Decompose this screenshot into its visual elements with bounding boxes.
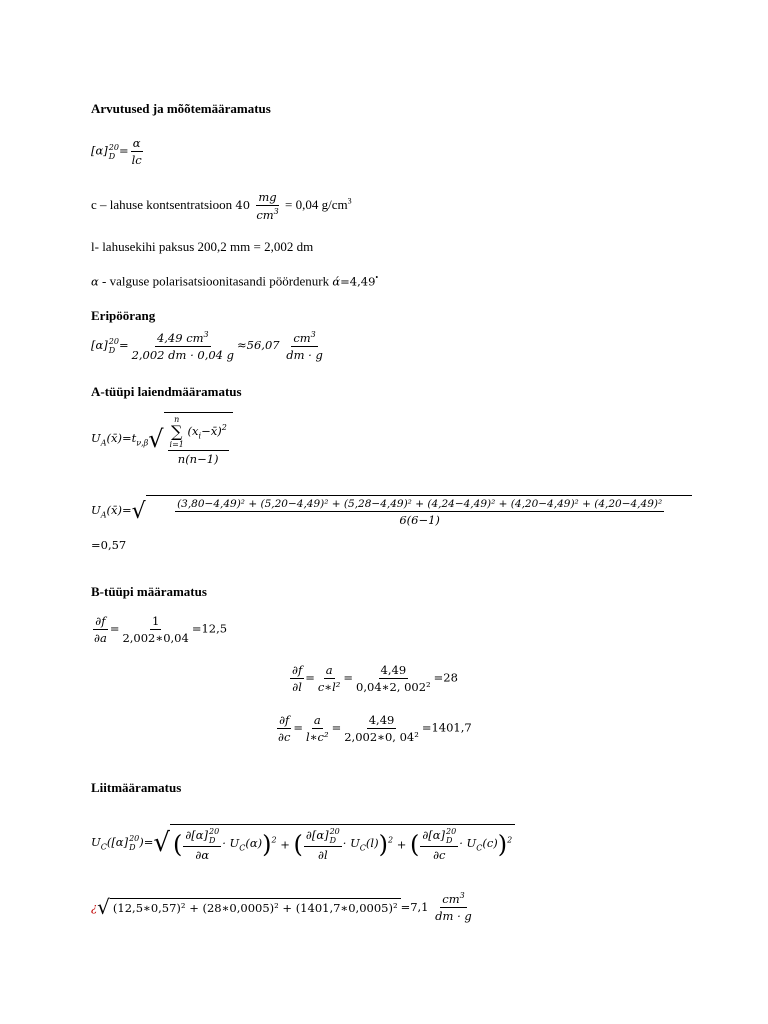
heading-type-a: A-tüüpi laiendmääramatus [91, 384, 242, 399]
type-a-numerator: (3,80−4,49)² + (5,20−4,49)² + (5,28−4,49)² + (4,24−4,49)² + (4,20−4,49)² + (4,20−4,49)² [177, 498, 663, 510]
type-a-value: =0,57 [91, 538, 127, 552]
formula-combined-numeric: ¿√ (12,5∗0,57)² + (28∗0,0005)² + (1401,7∗0,0005)² =7,1 $\frac{cm^3}{dm \cdot g}$ [91, 891, 472, 923]
formula-type-a-general: $U_A(x̄)=t_{\nu,\beta}√$ n ∑ i=1 $(x_i-x̄)^2$ n(n−1) [91, 412, 233, 466]
formula-partial-alpha: $\frac{\partial f}{\partial a}$ = $\frac{1}{2,002∗0,04}$ =12,5 [94, 614, 228, 645]
formula-partial-length: $\frac{\partial f}{\partial l}$ = $\frac{a}{\text{c∗l²}}$ = $\frac{4,49}{\text{0,04∗2, 002²}}$ =28 [292, 663, 458, 694]
partial-length-numerator: 4,49 [380, 663, 407, 677]
combined-numeric-radicand: (12,5∗0,57)² + (28∗0,0005)² + (1401,7∗0,0005)² [112, 901, 398, 916]
concentration-line: c – lahuse kontsentratsioon 40 $\frac{mg}{cm^3}$ = 0,04 $g/cm^3$ [91, 190, 352, 222]
rotation-angle-value: =4,49 [340, 274, 376, 289]
rotation-angle-line: α - valguse polarisatsioonitasandi pöördenurk ά=4,49• [91, 273, 379, 289]
combined-value: =7,1 [400, 899, 429, 914]
specific-rotation-value: ≈56,07 [237, 337, 280, 352]
heading-specific-rotation: Eripöörang [91, 308, 156, 323]
partial-length-denominator: 0,04∗2, 002² [356, 680, 431, 694]
concentration-unit-denominator: cm [256, 207, 274, 222]
partial-alpha-value: =12,5 [191, 621, 228, 636]
heading-calculations: Arvutused ja mõõtemääramatus [91, 101, 271, 116]
partial-concentration-numerator: 4,49 [368, 713, 395, 727]
rotation-angle-text: - valguse polarisatsioonitasandi pöördenurk [102, 273, 330, 289]
concentration-unit-numerator: mg [258, 190, 277, 204]
heading-type-b: B-tüüpi määramatus [91, 584, 207, 599]
concentration-unit-fraction: $\frac{mg}{cm^3}$ [256, 190, 279, 222]
partial-length-value: =28 [433, 670, 458, 685]
heading-combined: Liitmääramatus [91, 780, 182, 795]
formula-specific-rotation-definition: [α] 20 D = $\frac{\alpha}{lc}$ [91, 136, 142, 167]
formula-combined-general: $U_C([\alpha]$ 20 D )=√ ( ∂[α] 20 D ∂α · $U_C(\alpha))^2$ + ( ∂[α] 20 D ∂l · $U_C(l))^2$ + ( ∂[α] 20 D ∂c · $U_C(c))^2$ [91, 824, 515, 862]
partial-alpha-denominator: 2,002∗0,04 [122, 631, 189, 645]
formula-type-a-numeric: $U_A(x̄)=√$ (3,80−4,49)² + (5,20−4,49)² + (5,28−4,49)² + (4,24−4,49)² + (4,20−4,49)² + (4,20−4,49)² 6(6−1) [91, 495, 692, 527]
path-length-line: l- lahusekihi paksus 200,2 mm = 2,002 dm [91, 239, 314, 254]
formula-partial-concentration: $\frac{\partial f}{\partial c}$ = $\frac{a}{\text{l∗c²}}$ = $\frac{4,49}{\text{2,002∗0, 04²}}$ =1401,7 [278, 713, 472, 744]
partial-concentration-value: =1401,7 [421, 720, 472, 735]
concentration-number: 40 [235, 197, 251, 212]
partial-concentration-denominator: 2,002∗0, 04² [344, 730, 419, 744]
specific-rotation-denominator: 2,002 dm · 0,04 g [131, 347, 235, 362]
concentration-label: c – lahuse kontsentratsioon [91, 196, 233, 212]
formula-specific-rotation-result: [α] 20 D = $\frac{4,49 cm^3}{2,002 dm \cdot 0,04 g}$ ≈56,07 $\frac{cm^3}{dm \cdot g}$ [91, 330, 323, 362]
type-a-denominator: 6(6−1) [399, 513, 440, 527]
specific-rotation-numerator: 4,49 cm [156, 330, 204, 345]
concentration-result: = 0,04 g/cm [285, 196, 348, 212]
